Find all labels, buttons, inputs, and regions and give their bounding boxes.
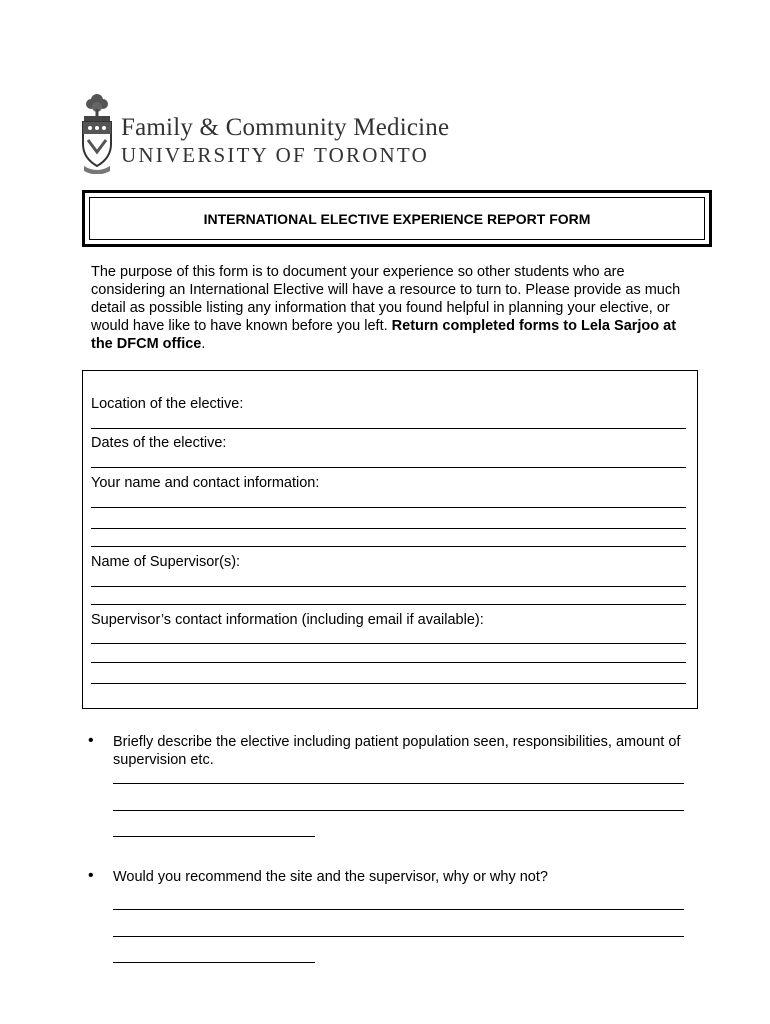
elective-info-box bbox=[82, 370, 698, 709]
dates-label: Dates of the elective: bbox=[91, 435, 227, 451]
supervisor-field-line-2[interactable] bbox=[91, 604, 686, 605]
form-title: INTERNATIONAL ELECTIVE EXPERIENCE REPORT FORM bbox=[89, 197, 705, 240]
question1-answer-line-3[interactable] bbox=[113, 836, 315, 837]
form-title-box bbox=[82, 190, 712, 247]
question-recommend-site: Would you recommend the site and the supervisor, why or why not? bbox=[113, 869, 548, 885]
bullet-icon: • bbox=[88, 732, 94, 749]
name-contact-label: Your name and contact information: bbox=[91, 475, 320, 491]
question2-answer-line-3[interactable] bbox=[113, 962, 315, 963]
logo-university-name: UNIVERSITY OF TORONTO bbox=[121, 143, 429, 167]
name-contact-field-line-1[interactable] bbox=[91, 507, 686, 508]
dates-field-line[interactable] bbox=[91, 467, 686, 468]
intro-paragraph bbox=[91, 263, 696, 353]
question-describe-elective: Briefly describe the elective including patient population seen, responsibilities, amount of supervision etc. bbox=[113, 734, 681, 768]
supervisor-label: Name of Supervisor(s): bbox=[91, 554, 241, 570]
supervisor-contact-field-line-2[interactable] bbox=[91, 662, 686, 663]
supervisor-field-line-1[interactable] bbox=[91, 586, 686, 587]
intro-end: . bbox=[201, 336, 206, 352]
supervisor-contact-field-line-1[interactable] bbox=[91, 643, 686, 644]
bullet-icon: • bbox=[88, 867, 94, 884]
intro-return-instruction: Return completed forms to Lela Sarjoo at the DFCM office bbox=[91, 318, 677, 352]
name-contact-field-line-3[interactable] bbox=[91, 546, 686, 547]
question2-answer-line-1[interactable] bbox=[113, 909, 684, 910]
question2-answer-line-2[interactable] bbox=[113, 936, 684, 937]
location-field-line[interactable] bbox=[91, 428, 686, 429]
intro-text: The purpose of this form is to document your experience so other students who are considering an International Elective will have a resource to turn to. Please provide as much detail as possible listing any information that you found helpful in planning your elective, or would have like to have known before you left. bbox=[91, 264, 681, 334]
question1-answer-line-2[interactable] bbox=[113, 810, 684, 811]
location-label: Location of the elective: bbox=[91, 396, 244, 412]
logo-department-name: Family & Community Medicine bbox=[121, 114, 450, 141]
supervisor-contact-label: Supervisor’s contact information (including email if available): bbox=[91, 612, 484, 628]
university-crest-icon bbox=[80, 92, 114, 174]
question1-answer-line-1[interactable] bbox=[113, 783, 684, 784]
supervisor-contact-field-line-3[interactable] bbox=[91, 683, 686, 684]
name-contact-field-line-2[interactable] bbox=[91, 528, 686, 529]
